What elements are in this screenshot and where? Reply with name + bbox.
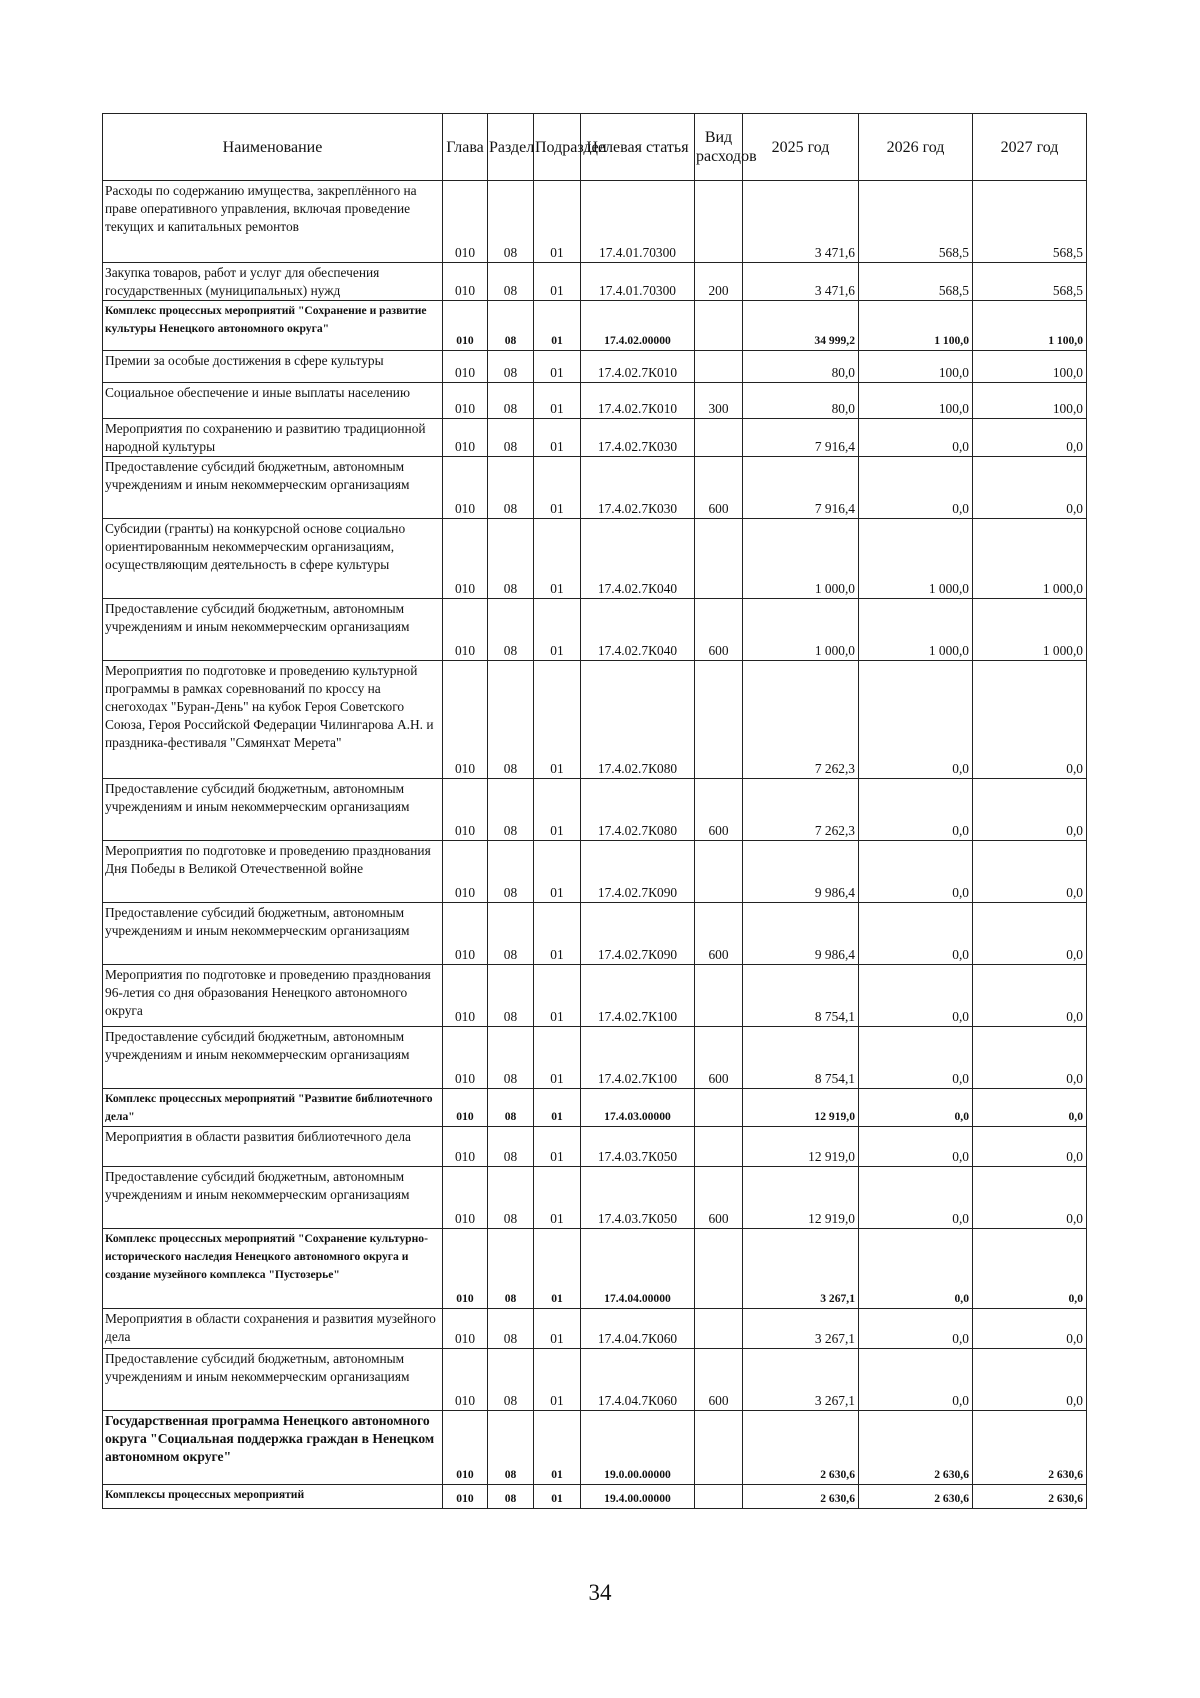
cell-y2026: 0,0 xyxy=(859,779,973,841)
table-row xyxy=(103,519,1087,599)
cell-statya: 17.4.04.00000 xyxy=(581,1229,695,1309)
cell-glava: 010 xyxy=(443,351,488,383)
cell-razdel: 08 xyxy=(488,457,534,519)
cell-name: Мероприятия по подготовке и проведению культурной программы в рамках соревнований по кроссу на снегоходах "Буран-День" на кубок Героя Советского Союза, Героя Российской Федерации Чилингарова А.Н. и праздника-фестиваля "Сямянхат Мерета" xyxy=(103,661,443,779)
table-row xyxy=(103,351,1087,383)
table-row xyxy=(103,1411,1087,1485)
header-statya: Целевая статья xyxy=(581,114,695,181)
cell-glava: 010 xyxy=(443,841,488,903)
cell-name: Комплексы процессных мероприятий xyxy=(103,1485,443,1509)
cell-vid xyxy=(695,841,743,903)
cell-y2025: 7 262,3 xyxy=(743,779,859,841)
cell-y2027: 0,0 xyxy=(973,1349,1087,1411)
cell-y2025: 7 916,4 xyxy=(743,457,859,519)
cell-razdel: 08 xyxy=(488,1127,534,1167)
cell-y2026: 2 630,6 xyxy=(859,1485,973,1509)
cell-y2027: 0,0 xyxy=(973,1089,1087,1127)
cell-y2027: 0,0 xyxy=(973,1167,1087,1229)
cell-y2027: 0,0 xyxy=(973,841,1087,903)
table-row xyxy=(103,1167,1087,1229)
cell-y2026: 0,0 xyxy=(859,1349,973,1411)
cell-y2025: 3 267,1 xyxy=(743,1349,859,1411)
cell-y2026: 1 100,0 xyxy=(859,301,973,351)
cell-vid: 600 xyxy=(695,457,743,519)
cell-y2027: 100,0 xyxy=(973,383,1087,419)
cell-glava: 010 xyxy=(443,599,488,661)
cell-y2027: 0,0 xyxy=(973,457,1087,519)
cell-vid xyxy=(695,1229,743,1309)
cell-glava: 010 xyxy=(443,419,488,457)
table-row xyxy=(103,661,1087,779)
cell-y2025: 12 919,0 xyxy=(743,1167,859,1229)
cell-y2025: 80,0 xyxy=(743,383,859,419)
cell-razdel: 08 xyxy=(488,181,534,263)
cell-glava: 010 xyxy=(443,779,488,841)
cell-podrazdel: 01 xyxy=(534,301,581,351)
cell-podrazdel: 01 xyxy=(534,519,581,599)
cell-y2027: 0,0 xyxy=(973,965,1087,1027)
cell-y2025: 9 986,4 xyxy=(743,903,859,965)
cell-razdel: 08 xyxy=(488,661,534,779)
table-row xyxy=(103,301,1087,351)
cell-razdel: 08 xyxy=(488,1349,534,1411)
cell-name: Предоставление субсидий бюджетным, автономным учреждениям и иным некоммерческим организациям xyxy=(103,1027,443,1089)
cell-y2025: 7 916,4 xyxy=(743,419,859,457)
cell-glava: 010 xyxy=(443,181,488,263)
cell-podrazdel: 01 xyxy=(534,263,581,301)
cell-y2025: 2 630,6 xyxy=(743,1411,859,1485)
cell-razdel: 08 xyxy=(488,1229,534,1309)
cell-vid: 300 xyxy=(695,383,743,419)
table-row xyxy=(103,965,1087,1027)
cell-vid xyxy=(695,301,743,351)
cell-name: Мероприятия по подготовке и проведению празднования 96-летия со дня образования Ненецкого автономного округа xyxy=(103,965,443,1027)
cell-name: Предоставление субсидий бюджетным, автономным учреждениям и иным некоммерческим организациям xyxy=(103,1167,443,1229)
cell-statya: 17.4.03.7К050 xyxy=(581,1167,695,1229)
header-glava: Глава xyxy=(443,114,488,181)
cell-vid: 600 xyxy=(695,779,743,841)
cell-name: Предоставление субсидий бюджетным, автономным учреждениям и иным некоммерческим организациям xyxy=(103,1349,443,1411)
cell-glava: 010 xyxy=(443,1089,488,1127)
cell-vid: 600 xyxy=(695,1027,743,1089)
table-row xyxy=(103,1089,1087,1127)
cell-y2026: 0,0 xyxy=(859,841,973,903)
cell-statya: 17.4.02.7К080 xyxy=(581,779,695,841)
cell-podrazdel: 01 xyxy=(534,661,581,779)
cell-statya: 17.4.04.7К060 xyxy=(581,1309,695,1349)
cell-y2026: 0,0 xyxy=(859,457,973,519)
cell-podrazdel: 01 xyxy=(534,599,581,661)
table-row xyxy=(103,1485,1087,1509)
cell-razdel: 08 xyxy=(488,1089,534,1127)
cell-glava: 010 xyxy=(443,1167,488,1229)
cell-glava: 010 xyxy=(443,965,488,1027)
cell-statya: 19.4.00.00000 xyxy=(581,1485,695,1509)
cell-statya: 17.4.02.7К100 xyxy=(581,965,695,1027)
cell-name: Мероприятия в области развития библиотечного дела xyxy=(103,1127,443,1167)
table-row xyxy=(103,383,1087,419)
cell-y2025: 80,0 xyxy=(743,351,859,383)
cell-y2025: 12 919,0 xyxy=(743,1089,859,1127)
cell-y2026: 0,0 xyxy=(859,419,973,457)
cell-y2027: 1 000,0 xyxy=(973,519,1087,599)
cell-glava: 010 xyxy=(443,1127,488,1167)
cell-vid xyxy=(695,519,743,599)
cell-y2025: 3 267,1 xyxy=(743,1309,859,1349)
cell-y2027: 2 630,6 xyxy=(973,1485,1087,1509)
cell-name: Мероприятия по подготовке и проведению празднования Дня Победы в Великой Отечественной войне xyxy=(103,841,443,903)
cell-razdel: 08 xyxy=(488,599,534,661)
cell-y2027: 0,0 xyxy=(973,779,1087,841)
cell-podrazdel: 01 xyxy=(534,779,581,841)
cell-razdel: 08 xyxy=(488,965,534,1027)
header-vid: Вид расходов xyxy=(695,114,743,181)
cell-y2025: 12 919,0 xyxy=(743,1127,859,1167)
cell-y2025: 8 754,1 xyxy=(743,965,859,1027)
table-row xyxy=(103,779,1087,841)
cell-razdel: 08 xyxy=(488,1167,534,1229)
cell-y2025: 7 262,3 xyxy=(743,661,859,779)
cell-name: Предоставление субсидий бюджетным, автономным учреждениям и иным некоммерческим организациям xyxy=(103,779,443,841)
cell-podrazdel: 01 xyxy=(534,1127,581,1167)
cell-statya: 17.4.02.7К010 xyxy=(581,383,695,419)
page-number: 34 xyxy=(588,1580,612,1605)
cell-statya: 17.4.02.7К040 xyxy=(581,519,695,599)
cell-y2025: 34 999,2 xyxy=(743,301,859,351)
table-row xyxy=(103,841,1087,903)
cell-y2027: 0,0 xyxy=(973,1027,1087,1089)
cell-name: Социальное обеспечение и иные выплаты населению xyxy=(103,383,443,419)
cell-razdel: 08 xyxy=(488,351,534,383)
cell-razdel: 08 xyxy=(488,519,534,599)
cell-glava: 010 xyxy=(443,457,488,519)
cell-statya: 17.4.02.7К040 xyxy=(581,599,695,661)
cell-y2026: 100,0 xyxy=(859,351,973,383)
cell-y2026: 1 000,0 xyxy=(859,599,973,661)
table-row xyxy=(103,1027,1087,1089)
cell-podrazdel: 01 xyxy=(534,351,581,383)
cell-podrazdel: 01 xyxy=(534,181,581,263)
table-row xyxy=(103,903,1087,965)
cell-vid xyxy=(695,181,743,263)
header-name: Наименование xyxy=(103,114,443,181)
cell-razdel: 08 xyxy=(488,841,534,903)
cell-razdel: 08 xyxy=(488,1309,534,1349)
table-row xyxy=(103,1229,1087,1309)
cell-statya: 17.4.02.7К090 xyxy=(581,903,695,965)
header-podrazdel: Подраздел xyxy=(534,114,581,181)
cell-y2027: 0,0 xyxy=(973,1309,1087,1349)
cell-name: Премии за особые достижения в сфере культуры xyxy=(103,351,443,383)
cell-razdel: 08 xyxy=(488,383,534,419)
cell-statya: 17.4.02.7К080 xyxy=(581,661,695,779)
cell-y2026: 0,0 xyxy=(859,965,973,1027)
cell-statya: 17.4.03.00000 xyxy=(581,1089,695,1127)
cell-vid xyxy=(695,351,743,383)
cell-glava: 010 xyxy=(443,1229,488,1309)
cell-vid xyxy=(695,1309,743,1349)
cell-glava: 010 xyxy=(443,519,488,599)
cell-y2026: 0,0 xyxy=(859,903,973,965)
table-row xyxy=(103,599,1087,661)
cell-name: Предоставление субсидий бюджетным, автономным учреждениям и иным некоммерческим организациям xyxy=(103,457,443,519)
cell-razdel: 08 xyxy=(488,419,534,457)
cell-razdel: 08 xyxy=(488,779,534,841)
table-body xyxy=(103,181,1087,1509)
cell-glava: 010 xyxy=(443,301,488,351)
cell-y2027: 2 630,6 xyxy=(973,1411,1087,1485)
cell-y2027: 0,0 xyxy=(973,419,1087,457)
cell-podrazdel: 01 xyxy=(534,1309,581,1349)
cell-glava: 010 xyxy=(443,903,488,965)
cell-glava: 010 xyxy=(443,1411,488,1485)
cell-podrazdel: 01 xyxy=(534,841,581,903)
cell-y2026: 0,0 xyxy=(859,1167,973,1229)
cell-y2026: 0,0 xyxy=(859,661,973,779)
cell-statya: 19.0.00.00000 xyxy=(581,1411,695,1485)
cell-glava: 010 xyxy=(443,1349,488,1411)
cell-y2026: 0,0 xyxy=(859,1089,973,1127)
cell-y2026: 568,5 xyxy=(859,263,973,301)
cell-name: Комплекс процессных мероприятий "Сохранение культурно-исторического наследия Ненецкого автономного округа и создание музейного комплекса "Пустозерье" xyxy=(103,1229,443,1309)
cell-podrazdel: 01 xyxy=(534,1089,581,1127)
table-row xyxy=(103,419,1087,457)
cell-y2027: 568,5 xyxy=(973,263,1087,301)
cell-y2026: 0,0 xyxy=(859,1229,973,1309)
cell-statya: 17.4.03.7К050 xyxy=(581,1127,695,1167)
cell-name: Расходы по содержанию имущества, закреплённого на праве оперативного управления, включая проведение текущих и капитальных ремонтов xyxy=(103,181,443,263)
cell-y2026: 2 630,6 xyxy=(859,1411,973,1485)
cell-vid xyxy=(695,965,743,1027)
table-row xyxy=(103,181,1087,263)
cell-name: Предоставление субсидий бюджетным, автономным учреждениям и иным некоммерческим организациям xyxy=(103,903,443,965)
cell-y2026: 0,0 xyxy=(859,1309,973,1349)
cell-y2025: 2 630,6 xyxy=(743,1485,859,1509)
cell-y2025: 3 471,6 xyxy=(743,263,859,301)
cell-name: Предоставление субсидий бюджетным, автономным учреждениям и иным некоммерческим организациям xyxy=(103,599,443,661)
cell-glava: 010 xyxy=(443,1309,488,1349)
cell-glava: 010 xyxy=(443,1485,488,1509)
cell-name: Комплекс процессных мероприятий "Сохранение и развитие культуры Ненецкого автономного округа" xyxy=(103,301,443,351)
cell-podrazdel: 01 xyxy=(534,419,581,457)
cell-name: Субсидии (гранты) на конкурсной основе социально ориентированным некоммерческим организациям, осуществляющим деятельность в сфере культуры xyxy=(103,519,443,599)
cell-vid: 200 xyxy=(695,263,743,301)
cell-vid xyxy=(695,1127,743,1167)
cell-vid: 600 xyxy=(695,903,743,965)
cell-name: Закупка товаров, работ и услуг для обеспечения государственных (муниципальных) нужд xyxy=(103,263,443,301)
cell-podrazdel: 01 xyxy=(534,1411,581,1485)
cell-vid xyxy=(695,661,743,779)
cell-razdel: 08 xyxy=(488,301,534,351)
table-row xyxy=(103,263,1087,301)
cell-name: Мероприятия по сохранению и развитию традиционной народной культуры xyxy=(103,419,443,457)
cell-y2027: 0,0 xyxy=(973,1229,1087,1309)
cell-glava: 010 xyxy=(443,661,488,779)
cell-vid xyxy=(695,419,743,457)
cell-y2025: 1 000,0 xyxy=(743,519,859,599)
cell-y2026: 0,0 xyxy=(859,1027,973,1089)
cell-statya: 17.4.02.7К010 xyxy=(581,351,695,383)
cell-y2025: 8 754,1 xyxy=(743,1027,859,1089)
cell-statya: 17.4.02.7К090 xyxy=(581,841,695,903)
cell-podrazdel: 01 xyxy=(534,1485,581,1509)
cell-y2025: 1 000,0 xyxy=(743,599,859,661)
cell-name: Комплекс процессных мероприятий "Развитие библиотечного дела" xyxy=(103,1089,443,1127)
cell-podrazdel: 01 xyxy=(534,1027,581,1089)
cell-vid xyxy=(695,1089,743,1127)
cell-glava: 010 xyxy=(443,383,488,419)
cell-statya: 17.4.01.70300 xyxy=(581,263,695,301)
cell-vid xyxy=(695,1411,743,1485)
cell-statya: 17.4.02.7К100 xyxy=(581,1027,695,1089)
table-row xyxy=(103,1309,1087,1349)
cell-statya: 17.4.02.7К030 xyxy=(581,419,695,457)
cell-y2027: 0,0 xyxy=(973,1127,1087,1167)
cell-y2025: 9 986,4 xyxy=(743,841,859,903)
cell-vid: 600 xyxy=(695,1349,743,1411)
cell-podrazdel: 01 xyxy=(534,965,581,1027)
cell-glava: 010 xyxy=(443,263,488,301)
cell-name: Мероприятия в области сохранения и развития музейного дела xyxy=(103,1309,443,1349)
header-2027: 2027 год xyxy=(973,114,1087,181)
cell-y2025: 3 267,1 xyxy=(743,1229,859,1309)
cell-podrazdel: 01 xyxy=(534,383,581,419)
cell-statya: 17.4.01.70300 xyxy=(581,181,695,263)
cell-podrazdel: 01 xyxy=(534,1167,581,1229)
cell-vid xyxy=(695,1485,743,1509)
cell-razdel: 08 xyxy=(488,903,534,965)
header-2025: 2025 год xyxy=(743,114,859,181)
cell-name: Государственная программа Ненецкого автономного округа "Социальная поддержка граждан в Ненецком автономном округе" xyxy=(103,1411,443,1485)
cell-vid: 600 xyxy=(695,599,743,661)
cell-razdel: 08 xyxy=(488,1411,534,1485)
header-razdel: Раздел xyxy=(488,114,534,181)
cell-y2027: 1 100,0 xyxy=(973,301,1087,351)
header-2026: 2026 год xyxy=(859,114,973,181)
budget-table xyxy=(102,113,1087,1509)
cell-y2027: 0,0 xyxy=(973,661,1087,779)
cell-y2026: 1 000,0 xyxy=(859,519,973,599)
cell-vid: 600 xyxy=(695,1167,743,1229)
cell-y2025: 3 471,6 xyxy=(743,181,859,263)
cell-razdel: 08 xyxy=(488,1485,534,1509)
table-row xyxy=(103,1127,1087,1167)
cell-podrazdel: 01 xyxy=(534,457,581,519)
cell-y2027: 568,5 xyxy=(973,181,1087,263)
cell-y2026: 568,5 xyxy=(859,181,973,263)
cell-podrazdel: 01 xyxy=(534,1349,581,1411)
cell-y2027: 100,0 xyxy=(973,351,1087,383)
cell-y2026: 0,0 xyxy=(859,1127,973,1167)
cell-glava: 010 xyxy=(443,1027,488,1089)
header-row xyxy=(103,114,1087,181)
cell-y2027: 1 000,0 xyxy=(973,599,1087,661)
cell-podrazdel: 01 xyxy=(534,1229,581,1309)
cell-razdel: 08 xyxy=(488,1027,534,1089)
table-row xyxy=(103,457,1087,519)
cell-statya: 17.4.02.00000 xyxy=(581,301,695,351)
cell-statya: 17.4.04.7К060 xyxy=(581,1349,695,1411)
cell-statya: 17.4.02.7К030 xyxy=(581,457,695,519)
cell-y2026: 100,0 xyxy=(859,383,973,419)
cell-y2027: 0,0 xyxy=(973,903,1087,965)
table-row xyxy=(103,1349,1087,1411)
cell-razdel: 08 xyxy=(488,263,534,301)
cell-podrazdel: 01 xyxy=(534,903,581,965)
